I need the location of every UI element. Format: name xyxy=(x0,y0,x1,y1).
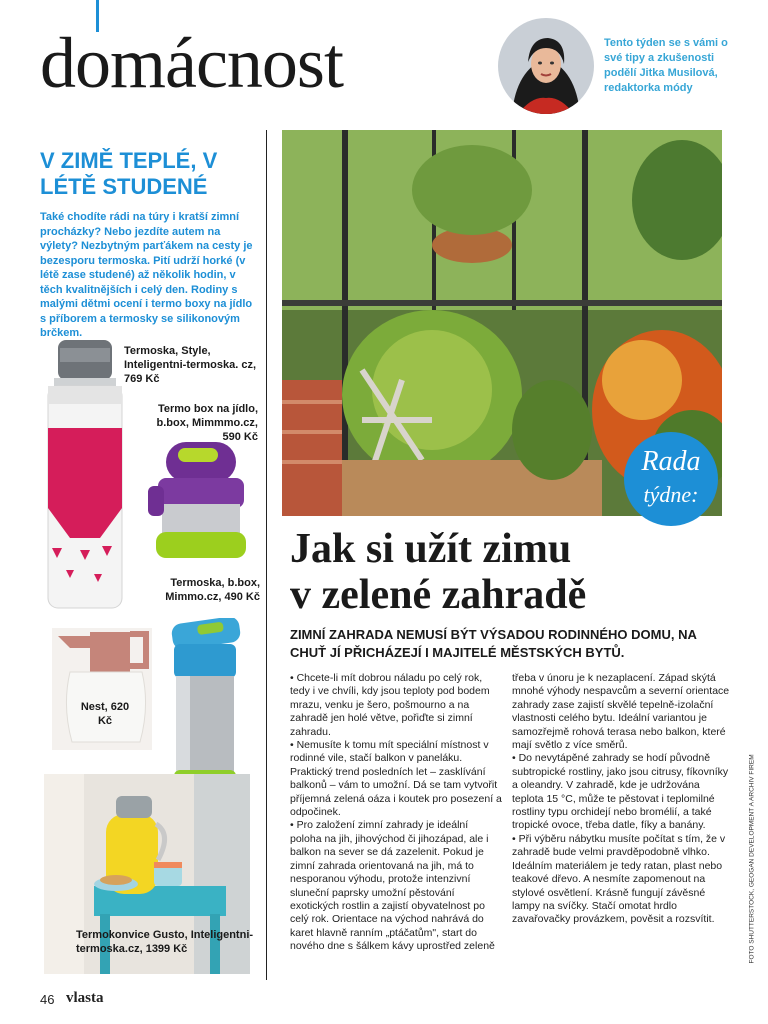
page-number: 46 xyxy=(40,992,55,1007)
product-image-bbox-thermos xyxy=(168,618,244,792)
product-caption: Nest, 620 Kč xyxy=(80,701,130,727)
magazine-brand: vlasta xyxy=(66,990,104,1006)
article-headline xyxy=(290,526,730,618)
paragraph: • Do nevytápěné zahrady se hodí původně subtropické rostliny, jako jsou citrusy, fíkovníky a oleandry. V zahradě, kde je udržována teplota 15 °C, může te pěstovat i teplomilné rostliny typu orchidejí nebo bromélií, a také tropické ovoce, třeba datle, fíky a banány. xyxy=(512,752,729,832)
headline-line-1: Jak si užít zimu xyxy=(290,526,572,572)
author-photo xyxy=(498,18,594,114)
product-caption: Termokonvice Gusto, Inteligentni-termoska.cz, 1399 Kč xyxy=(76,929,254,955)
tip-of-the-week-badge xyxy=(624,432,718,526)
paragraph: • Pro založení zimní zahrady je ideální poloha na jih, jihovýchod či jihozápad, ale i balkon na sever se dá zazelenit. Pokud je zimní zahrada orientovaná na jih, má to nesporanou výhodu, protože intenzivní sluneční paprsky umožní pěstování exotických rostlin a zajistí obyvatelnost po celý rok. Orientace na východ nahrává do karet hlavně ranním „ptáčatům", start do nového dne s šálkem kávy uprostřed zeleně xyxy=(290,819,495,953)
product-caption: Termo box na jídlo, b.box, Mimmmo.cz, 590 Kč xyxy=(156,403,258,443)
left-heading: V ZIMĚ TEPLÉ, V LÉTĚ STUDENÉ xyxy=(40,148,218,199)
column-divider xyxy=(266,130,267,980)
section-title: domácnost xyxy=(40,23,343,103)
article-lead: ZIMNÍ ZAHRADA NEMUSÍ BÝT VÝSADOU RODINNÉHO DOMU, NA CHUŤ JÍ PŘICHÁZEJÍ I MAJITELÉ MĚSTSKÝCH BYTŮ. xyxy=(290,627,697,660)
article-column-2 xyxy=(512,672,732,927)
paragraph: třeba v únoru je k nezaplacení. Západ skýtá mnohé výhody nespavcům a severní orientace zahrady zase zajistí skvělé tepelně-izolační vlastnosti celého bytu. Ideální variantou je samozřejmě rohová terasa nebo balkon, které mají světlo z více směrů. xyxy=(512,672,730,752)
product-image-food-box xyxy=(144,438,254,562)
product-caption: Termoska, b.box, Mimmo.cz, 490 Kč xyxy=(165,577,260,603)
photo-credit xyxy=(742,754,756,970)
product-image-style-thermos xyxy=(40,338,130,610)
product-caption: Termoska, Style, Inteligentni-termoska. cz, 769 Kč xyxy=(124,345,257,385)
paragraph: • Při výběru nábytku musíte počítat s tím, že v zahradě bude velmi pravděpodobně vlhko. Ideálním materiálem je tedy ratan, plast nebo teakové dřevo. A nesmíte zapomenout na stylové osvětlení. Krásně fungují závěsné lampy na svíčky. Stačí omotat hrdlo zavařovačky provázkem, pověsit a rozsvítit. xyxy=(512,832,726,926)
author-intro: Tento týden se s vámi o své tipy a zkušenosti podělí Jitka Musilová, redaktorka módy xyxy=(604,37,728,94)
headline-line-2: v zelené zahradě xyxy=(290,572,587,618)
badge-line-1: Rada xyxy=(641,446,701,477)
left-intro-text: Také chodíte rádi na túry i kratší zimní procházky? Nebo jezdíte autem na výlety? Nezbytným parťákem na cesty je bezesporu termoska. Pití udrží horké (v létě zase studené) až několik hodin, v těch kvalitnějších i celý den. Rodiny s malými dětmi ocení i termo boxy na jídlo s příborem a termosky se silikonovým brčkem. xyxy=(40,211,253,339)
article-column-1 xyxy=(290,672,502,954)
left-column xyxy=(40,148,260,341)
badge-line-2: týdne: xyxy=(643,482,699,507)
photo-credit-text: FOTO SHUTTERSTOCK, GEOGAN DEVELOPMENT A ARCHIV FIREM xyxy=(748,754,756,964)
paragraph: • Nemusíte k tomu mít speciální místnost v rodinné vile, stačí balkon v paneláku. Praktický trend posledních let – zasklívání balkonů – vám to umožní. Dá se tam vytvořit příjemná zelená oáza i koutek pro posezení a odpočinek. xyxy=(290,739,502,819)
product-image-nest-jug xyxy=(50,626,154,752)
paragraph: • Chcete-li mít dobrou náladu po celý rok, tedy i ve chvíli, kdy jsou teploty pod bodem mrazu, venku je šero, pošmourno a na zahradě jen holé větve, pořiďte si zimní zahradu. xyxy=(290,672,490,738)
